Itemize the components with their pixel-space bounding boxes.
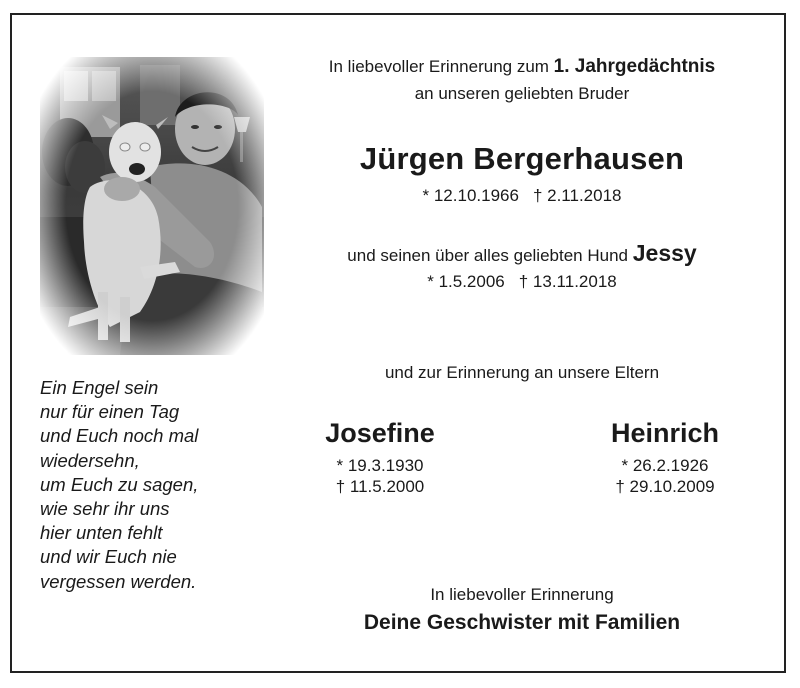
poem-line: und Euch noch mal bbox=[40, 425, 199, 447]
deceased-died: † 2.11.2018 bbox=[532, 186, 622, 205]
poem-line: nur für einen Tag bbox=[40, 401, 180, 423]
poem-line: hier unten fehlt bbox=[40, 522, 163, 544]
father-name: Heinrich bbox=[610, 418, 720, 448]
mother-born: * 19.3.1930 bbox=[336, 456, 424, 475]
dog-died: † 13.11.2018 bbox=[518, 272, 617, 291]
parents-intro: und zur Erinnerung an unsere Eltern bbox=[384, 363, 660, 382]
father-died: † 29.10.2009 bbox=[615, 477, 715, 496]
mother-block bbox=[300, 418, 460, 497]
poem-line: wiedersehn, bbox=[40, 449, 140, 471]
dog-intro: und seinen über alles geliebten Hund bbox=[347, 246, 628, 265]
deceased-name: Jürgen Bergerhausen bbox=[359, 141, 685, 176]
intro-line-2: an unseren geliebten Bruder bbox=[414, 84, 630, 103]
memorial-poem bbox=[40, 376, 270, 594]
poem-line: vergessen werden. bbox=[40, 570, 197, 592]
poem-line: Ein Engel sein bbox=[40, 377, 159, 398]
memorial-photo bbox=[40, 57, 264, 355]
intro-prefix: In liebevoller Erinnerung zum bbox=[328, 57, 549, 76]
father-block bbox=[585, 418, 745, 497]
intro-line-1 bbox=[280, 56, 764, 78]
closing-line: In liebevoller Erinnerung bbox=[430, 585, 614, 604]
deceased-dates bbox=[280, 186, 764, 206]
dog-born: * 1.5.2006 bbox=[427, 272, 505, 291]
dog-name: Jessy bbox=[632, 240, 697, 266]
deceased-born: * 12.10.1966 bbox=[422, 186, 519, 205]
mother-died: † 11.5.2000 bbox=[335, 477, 425, 496]
poem-line: und wir Euch nie bbox=[40, 546, 177, 568]
dog-line bbox=[280, 240, 764, 267]
dog-dates bbox=[280, 272, 764, 292]
father-born: * 26.2.1926 bbox=[621, 456, 709, 475]
poem-line: um Euch zu sagen, bbox=[40, 473, 199, 495]
anniversary-label: 1. Jahrgedächtnis bbox=[553, 56, 716, 77]
mother-name: Josefine bbox=[325, 418, 435, 448]
signature: Deine Geschwister mit Familien bbox=[363, 611, 681, 634]
poem-line: wie sehr ihr uns bbox=[40, 498, 170, 520]
